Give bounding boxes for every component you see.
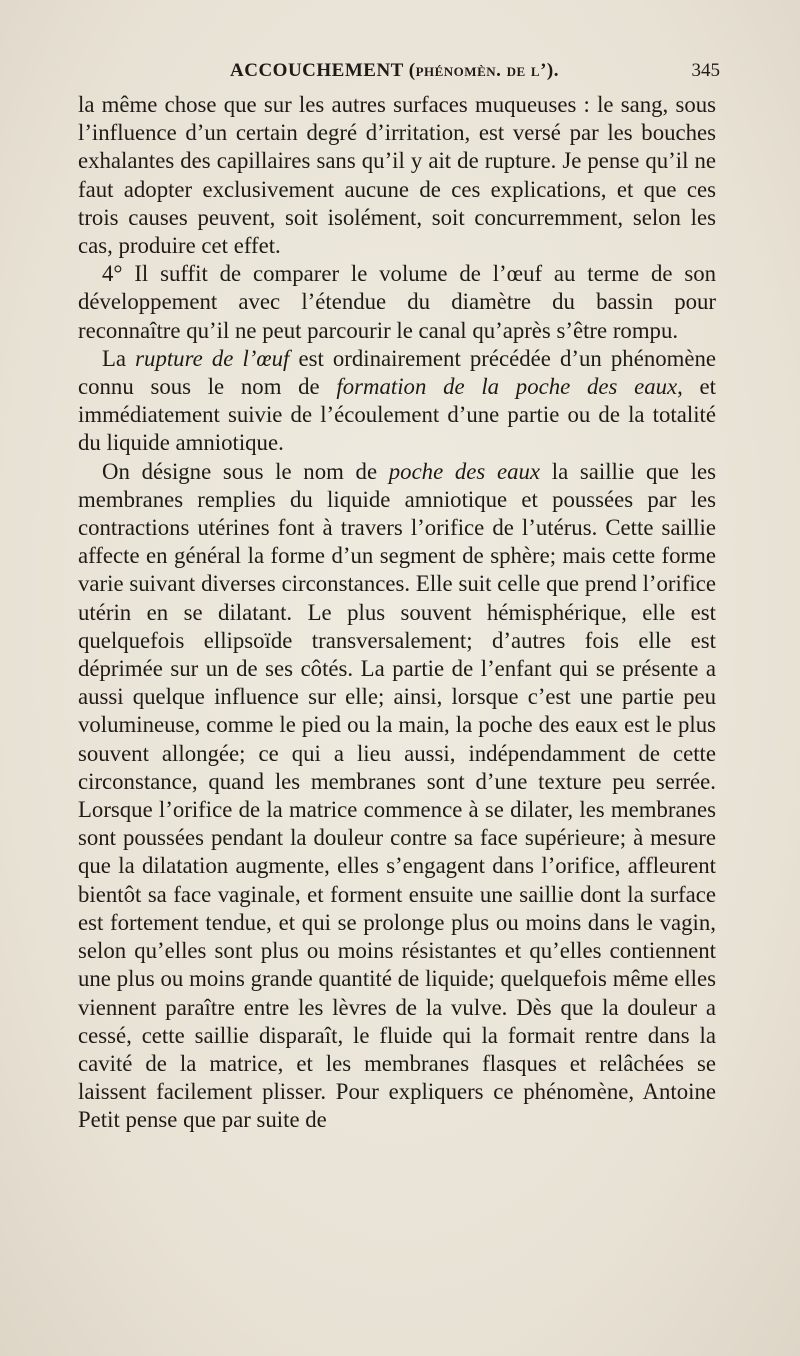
running-head: ACCOUCHEMENT (phénomèn. de l’).	[230, 60, 560, 81]
paragraph-4	[78, 458, 716, 1135]
paragraph-4-italic: poche des eaux	[388, 458, 541, 484]
paragraph-1	[78, 91, 716, 260]
paragraph-4-text-b: la saillie que les membranes remplies du liquide amniotique et poussées par les contractions utérines font à travers l’orifice de l’utérus. Cette saillie affecte en général la forme d’un segment de sphère; mais cette forme varie suivant diverses circonstances. Elle suit celle que prend l’orifice utérin en se dilatant. Le plus souvent hémisphérique, elle est quelquefois ellipsoïde transversalement; d’autres fois elle est déprimée sur un de ses côtés. La partie de l’enfant qui se présente a aussi quelque influence sur elle; ainsi, lorsque c’est une partie peu volumineuse, comme le pied ou la main, la poche des eaux est le plus souvent allongée; ce qui a lieu aussi, indépendamment de cette circonstance, quand les membranes sont d’une texture peu serrée. Lorsque l’orifice de la matrice commence à se dilater, les membranes sont poussées pendant la douleur contre sa face supérieure; à mesure que la dilatation augmente, elles s’engagent dans l’orifice, affleurent bientôt sa face vaginale, et forment ensuite une saillie dont la surface est fortement tendue, et qui se prolonge plus ou moins dans le vagin, selon qu’elles sont plus ou moins résistantes et qu’elles contiennent une plus ou moins grande quantité de liquide; quelquefois même elles viennent paraître entre les lèvres de la vulve. Dès que la douleur a cessé, cette saillie disparaît, le fluide qui la formait rentre dans la cavité de la matrice, et les membranes flasques et relâchées se laissent facilement plisser. Pour expliquers ce phénomène, Antoine Petit pense que par suite de	[78, 458, 716, 1133]
paragraph-4-text-a: On désigne sous le nom de	[102, 458, 389, 484]
paragraph-3-italic-b: formation de la poche des eaux	[336, 374, 678, 400]
paragraph-2-text: 4° Il suffit de comparer le volume de l’œuf au terme de son développement avec l’étendue du diamètre du bassin pour reconnaître qu’il ne peut parcourir le canal qu’après s’être rompu.	[78, 261, 716, 343]
paragraph-3-text-b: est ordinairement précédée d’un phénomène connu sous le nom de	[78, 345, 716, 400]
paragraph-3	[78, 345, 716, 458]
paragraph-3-text-a: La	[102, 345, 136, 371]
body-text	[78, 91, 716, 1135]
paragraph-2	[78, 260, 716, 345]
paragraph-3-text-c: , et immédiatement suivie de l’écoulement d’une partie ou de la totalité du liquide amniotique.	[78, 374, 717, 456]
page-number: 345	[691, 60, 720, 81]
page-header	[90, 60, 720, 88]
paragraph-1-text: la même chose que sur les autres surfaces muqueuses : le sang, sous l’influence d’un certain degré d’irritation, est versé par les bouches exhalantes des capillaires sans qu’il y ait de rupture. Je pense qu’il ne faut adopter exclusivement aucune de ces explications, et que ces trois causes peuvent, soit isolément, soit concurremment, selon les cas, produire cet effet.	[78, 92, 716, 259]
paragraph-3-italic-a: rupture de l’œuf	[135, 345, 290, 371]
